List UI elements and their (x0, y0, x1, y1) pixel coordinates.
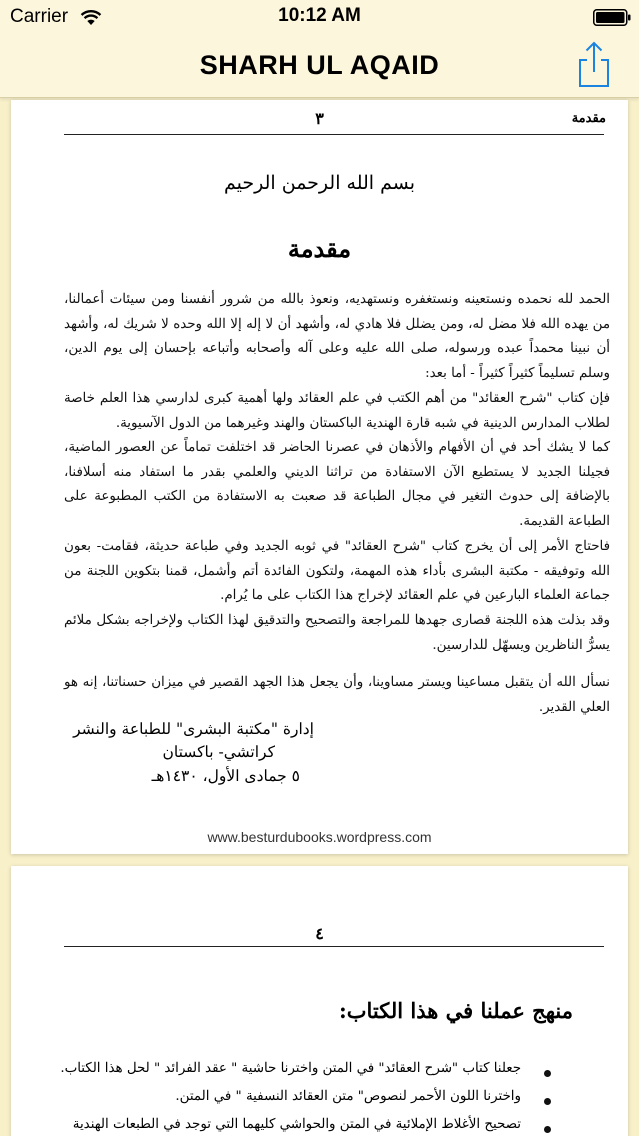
signature-city: كراتشي- باكستان (162, 743, 275, 761)
paragraph-5: وقد بذلت هذه اللجنة قصارى جهدها للمراجعة والتصحيح والتدقيق لهذا الكتاب ولإخراجه بشكل ملائم يسرُّ الناظرين ويسهّل للدارسين. (64, 613, 610, 653)
share-button[interactable] (572, 40, 616, 90)
paragraph-1: الحمد لله نحمده ونستعينه ونستغفره ونستهديه، ونعوذ بالله من شرور أنفسنا ومن سيئات أعمالنا، من يهده الله فلا مضل له، ومن يضلل فلا هادي له، وأشهد أن لا إله إلا الله وحده لا شريك له، وأشهد أن نبينا محمداً عبده ورسوله، صلى الله عليه وعلى آله وأصحابه وأتباعه بإحسان إلى يوم الدين، وسلم تسليماً كثيراً كثيراً - أما بعد: (64, 292, 610, 382)
page-number: ٣ (315, 109, 324, 128)
header-divider (64, 134, 604, 135)
share-icon (572, 40, 616, 90)
bullet-icon (544, 1098, 551, 1105)
list-item-text: تصحيح الأغلاط الإملائية في المتن والحواشي كليهما التي توجد في الطبعات الهندية (72, 1117, 521, 1132)
battery-icon (593, 9, 631, 26)
signature-publisher: إدارة "مكتبة البشرى" للطباعة والنشر (73, 720, 314, 738)
list-item (64, 1117, 541, 1136)
header-divider (64, 946, 604, 947)
section-heading: مقدمة (287, 234, 352, 263)
bullet-list (60, 1061, 541, 1136)
list-item-text: جعلنا كتاب "شرح العقائد" في المتن واخترنا حاشية " عقد الفرائد " لحل هذا الكتاب. (60, 1061, 521, 1076)
bullet-icon (544, 1126, 551, 1133)
paragraph-4: فاحتاج الأمر إلى أن يخرج كتاب "شرح العقائد" في ثوبه الجديد وفي طباعة حديثة، فقامت- بعون الله وتوفيقه - مكتبة البشرى بأداء هذه المهمة، ولتكون الفائدة أتم وأشمل، قمنا بتكوين اللجنة من جماعة العلماء البارعين في علم العقائد لإخراج هذا الكتاب على ما يُرام. (64, 539, 610, 604)
list-item-text: واخترنا اللون الأحمر لنصوص" متن العقائد النسفية " في المتن. (175, 1089, 521, 1104)
navigation-bar (0, 36, 639, 98)
paragraph-3: كما لا يشك أحد في أن الأفهام والأذهان في عصرنا الحاضر قد اختلفت تماماً عن العصور الماضية، فجيلنا الجديد لا يستطيع الآن الاستفادة من تراثنا الديني والعلمي بقدر ما استفاد منه أسلافنا، بالإضافة إلى حدوث التغير في مجال الطباعة قد صعبت به الاستفادة من الكتب المطبوعة على الطباعة القديمة. (64, 440, 610, 530)
list-item (64, 1089, 541, 1117)
watermark-url: www.besturdubooks.wordpress.com (207, 829, 432, 845)
book-page-3 (11, 100, 628, 854)
signature-date: ٥ جمادى الأول، ١٤٣٠هـ (151, 767, 300, 785)
carrier-label: Carrier (10, 6, 69, 27)
paragraph-2: فإن كتاب "شرح العقائد" من أهم الكتب في علم العقائد ولها أهمية كبرى لدارسي هذا العلم خاصة لطلاب المدارس الدينية في شبه قارة الهندية الباكستان والهند وغيرهما من الدول الآسيوية. (64, 391, 610, 431)
status-bar (0, 0, 639, 36)
page-title: SHARH UL AQAID (199, 50, 440, 80)
book-page-4 (11, 866, 628, 1136)
list-item (60, 1061, 541, 1089)
page-header-title: مقدمة (571, 111, 606, 126)
basmala: بسم الله الرحمن الرحيم (224, 172, 415, 194)
bullet-icon (544, 1070, 551, 1077)
paragraph-6: نسأل الله أن يتقبل مساعينا ويستر مساوينا، وأن يجعل هذا الجهد القصير في ميزان حسناتنا، إنه هو العلي القدير. (64, 675, 610, 715)
section-heading: منهج عملنا في هذا الكتاب: (339, 998, 573, 1023)
status-time: 10:12 AM (278, 5, 361, 26)
page-number: ٤ (315, 924, 324, 943)
